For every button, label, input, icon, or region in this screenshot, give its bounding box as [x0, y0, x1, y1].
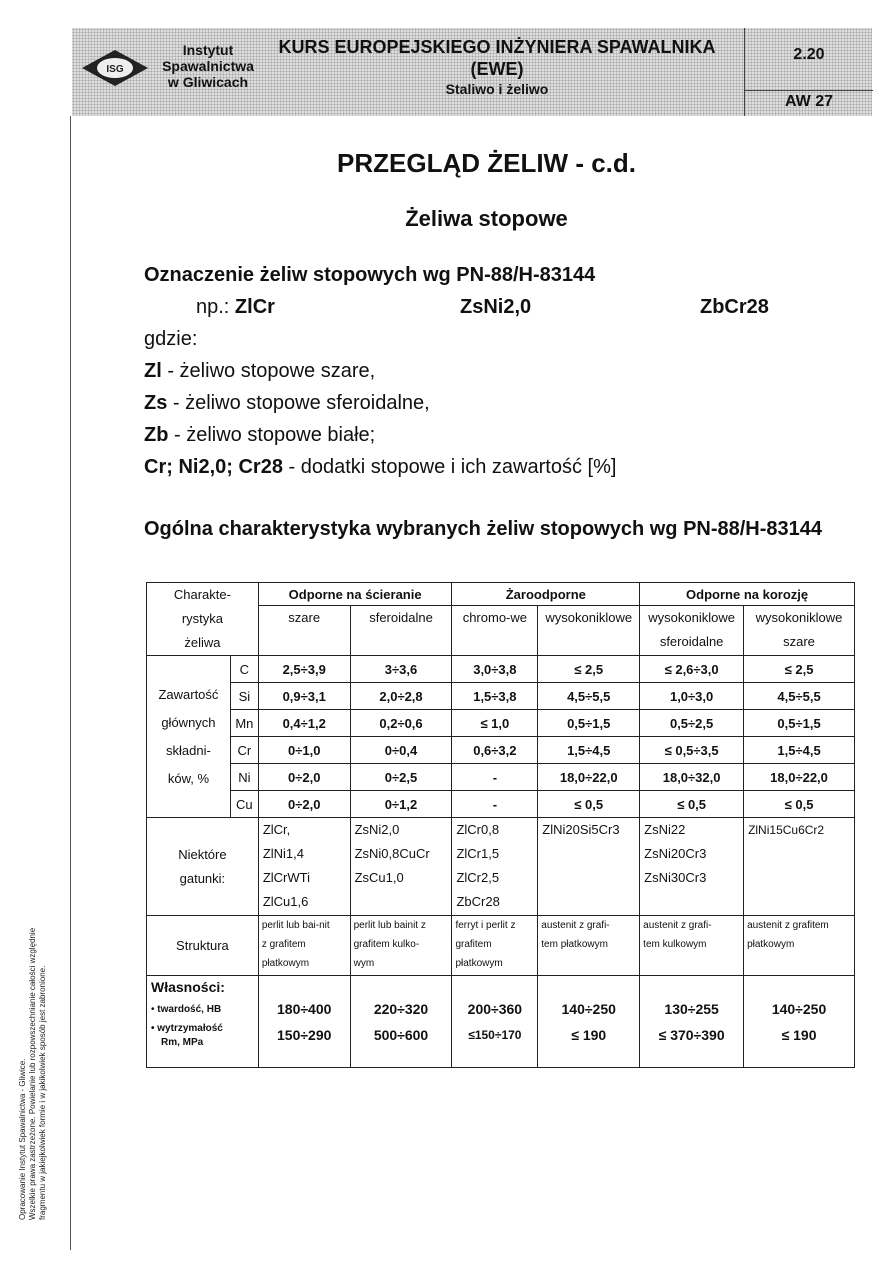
- table-cell: 2,0÷2,8: [350, 683, 452, 710]
- grades-cell: ZlNi15Cu6Cr2: [744, 818, 855, 916]
- grades-cell: ZlCr0,8 ZlCr1,5 ZlCr2,5 ZbCr28: [452, 818, 538, 916]
- page-number: 2.20: [793, 46, 825, 63]
- grades-cell: ZlCr, ZlNi1,4 ZlCrWTi ZlCu1,6: [258, 818, 350, 916]
- table-cell: 1,5÷4,5: [538, 737, 640, 764]
- where-label: gdzie:: [144, 328, 198, 350]
- page-title: PRZEGLĄD ŻELIW - c.d.: [337, 148, 636, 178]
- table-cell: 0÷1,0: [258, 737, 350, 764]
- characteristics-heading: Ogólna charakterystyka wybranych żeliw stopowych wg PN-88/H-83144: [144, 518, 823, 540]
- margin-line: [70, 116, 71, 1250]
- page-code-box: [744, 28, 873, 116]
- institute-logo-icon: [80, 48, 150, 88]
- subcol-header: szare: [258, 606, 350, 656]
- svg-text:ISG: ISG: [106, 64, 124, 75]
- table-cell: 0÷1,2: [350, 791, 452, 818]
- designation-item: Cr; Ni2,0; Cr28 - dodatki stopowe i ich zawartość [%]: [144, 456, 617, 478]
- alloy-table: [146, 582, 855, 1068]
- properties-cell: 140÷250 ≤ 190: [538, 976, 640, 1068]
- designation-item: Zb - żeliwo stopowe białe;: [144, 424, 376, 446]
- table-cell: -: [452, 791, 538, 818]
- example-prefix: np.: ZlCr: [196, 296, 275, 318]
- table-cell: ≤ 0,5: [744, 791, 855, 818]
- example-3: ZbCr28: [700, 296, 769, 318]
- table-cell: 1,0÷3,0: [640, 683, 744, 710]
- designation-item: Zl - żeliwo stopowe szare,: [144, 360, 376, 382]
- structure-label: Struktura: [147, 916, 259, 976]
- structure-cell: austenit z grafi- tem płatkowym: [538, 916, 640, 976]
- grades-cell: ZlNi20Si5Cr3: [538, 818, 640, 916]
- table-cell: 0,5÷1,5: [538, 710, 640, 737]
- structure-cell: austenit z grafi- tem kulkowym: [640, 916, 744, 976]
- course-title: KURS EUROPEJSKIEGO INŻYNIERA SPAWALNIKA (EWE) Staliwo i żeliwo: [278, 37, 716, 97]
- table-cell: 1,5÷4,5: [744, 737, 855, 764]
- properties-cell: 130÷255 ≤ 370÷390: [640, 976, 744, 1068]
- table-cell: ≤ 0,5÷3,5: [640, 737, 744, 764]
- corner-header: Charakte- rystyka żeliwa: [147, 583, 259, 656]
- table-cell: 0÷2,0: [258, 791, 350, 818]
- subcol-header: chromo-we: [452, 606, 538, 656]
- document-header: [72, 28, 872, 116]
- element-label: Ni: [230, 764, 258, 791]
- example-2: ZsNi2,0: [460, 296, 532, 318]
- table-cell: 3,0÷3,8: [452, 656, 538, 683]
- element-label: Mn: [230, 710, 258, 737]
- table-cell: 2,5÷3,9: [258, 656, 350, 683]
- table-cell: 0,4÷1,2: [258, 710, 350, 737]
- designation-heading: Oznaczenie żeliw stopowych wg PN-88/H-83144: [144, 264, 596, 286]
- table-cell: 4,5÷5,5: [744, 683, 855, 710]
- structure-cell: austenit z grafitem płatkowym: [744, 916, 855, 976]
- element-label: Si: [230, 683, 258, 710]
- table-cell: ≤ 2,6÷3,0: [640, 656, 744, 683]
- group-header: Żaroodporne: [452, 583, 640, 606]
- properties-cell: 140÷250 ≤ 190: [744, 976, 855, 1068]
- subcol-header: wysokoniklowe szare: [744, 606, 855, 656]
- page-subtitle: Żeliwa stopowe: [405, 206, 568, 231]
- designation-item: Zs - żeliwo stopowe sferoidalne,: [144, 392, 430, 414]
- table-cell: 0÷2,5: [350, 764, 452, 791]
- copyright-note: Opracowanie Instytut Spawalnictwa - Gliwice. Wszelkie prawa zastrzeżone. Powielanie lub rozpowszechnianie całości względnie fragmentu w jakiejkolwiek formie i w jakikolwiek sposób jest zabronione.: [18, 927, 47, 1220]
- grades-label: Niektóre gatunki:: [147, 818, 259, 916]
- properties-cell: 180÷400 150÷290: [258, 976, 350, 1068]
- table-cell: 0,5÷1,5: [744, 710, 855, 737]
- table-cell: 0÷2,0: [258, 764, 350, 791]
- grades-cell: ZsNi2,0 ZsNi0,8CuCr ZsCu1,0: [350, 818, 452, 916]
- table-cell: 18,0÷32,0: [640, 764, 744, 791]
- properties-cell: 200÷360 ≤150÷170: [452, 976, 538, 1068]
- table-cell: 0,5÷2,5: [640, 710, 744, 737]
- table-cell: ≤ 2,5: [744, 656, 855, 683]
- structure-cell: ferryt i perlit z grafitem płatkowym: [452, 916, 538, 976]
- table-cell: 4,5÷5,5: [538, 683, 640, 710]
- subcol-header: wysokoniklowe sferoidalne: [640, 606, 744, 656]
- table-cell: 0÷0,4: [350, 737, 452, 764]
- element-label: Cr: [230, 737, 258, 764]
- content-label: Zawartość głównych składni- ków, %: [147, 656, 231, 818]
- subcol-header: wysokoniklowe: [538, 606, 640, 656]
- sheet-code: AW 27: [745, 90, 873, 111]
- table-cell: 0,6÷3,2: [452, 737, 538, 764]
- table-cell: 3÷3,6: [350, 656, 452, 683]
- table-cell: ≤ 0,5: [538, 791, 640, 818]
- institute-name: Instytut Spawalnictwa w Gliwicach: [162, 42, 254, 90]
- element-label: C: [230, 656, 258, 683]
- table-cell: 18,0÷22,0: [744, 764, 855, 791]
- properties-label: Własności: • twardość, HB • wytrzymałość Rm, MPa: [147, 976, 259, 1068]
- table-cell: -: [452, 764, 538, 791]
- element-label: Cu: [230, 791, 258, 818]
- subcol-header: sferoidalne: [350, 606, 452, 656]
- table-cell: 0,9÷3,1: [258, 683, 350, 710]
- group-header: Odporne na korozję: [640, 583, 855, 606]
- table-cell: 1,5÷3,8: [452, 683, 538, 710]
- grades-cell: ZsNi22 ZsNi20Cr3 ZsNi30Cr3: [640, 818, 744, 916]
- properties-cell: 220÷320 500÷600: [350, 976, 452, 1068]
- table-cell: 0,2÷0,6: [350, 710, 452, 737]
- structure-cell: perlit lub bai-nit z grafitem płatkowym: [258, 916, 350, 976]
- table-cell: 18,0÷22,0: [538, 764, 640, 791]
- table-cell: ≤ 0,5: [640, 791, 744, 818]
- table-cell: ≤ 2,5: [538, 656, 640, 683]
- group-header: Odporne na ścieranie: [258, 583, 452, 606]
- table-cell: ≤ 1,0: [452, 710, 538, 737]
- structure-cell: perlit lub bainit z grafitem kulko- wym: [350, 916, 452, 976]
